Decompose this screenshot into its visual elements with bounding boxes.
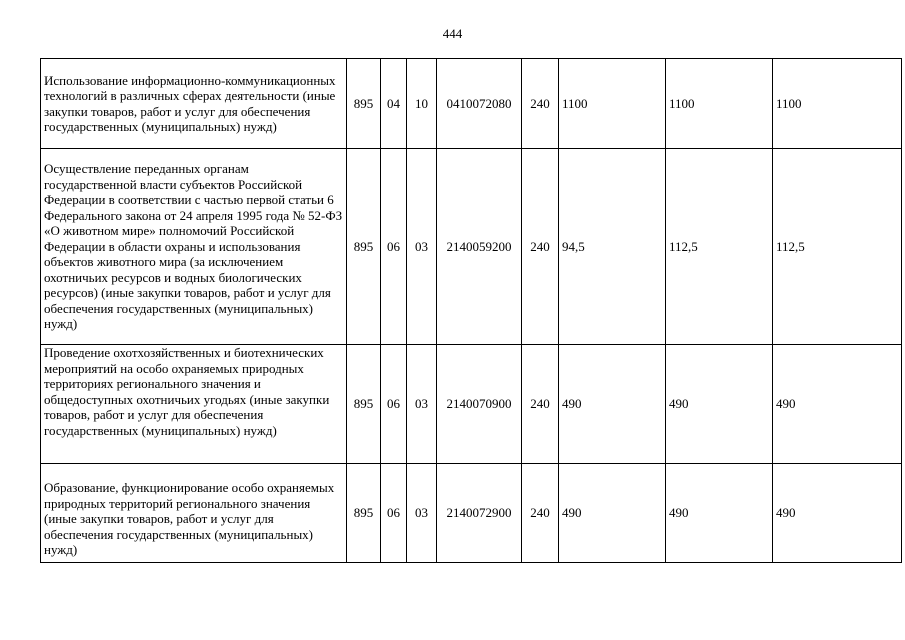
amount-year-3: 490 <box>773 464 902 563</box>
row-description: Использование информационно-коммуникационных технологий в различных сферах деятельности (иные закупки товаров, работ и услуг для обеспечения государственных (муниципальных) нужд) <box>41 59 347 149</box>
amount-year-3: 112,5 <box>773 149 902 345</box>
section-code: 04 <box>381 59 407 149</box>
amount-year-1: 94,5 <box>559 149 666 345</box>
amount-year-2: 112,5 <box>666 149 773 345</box>
target-article-code: 2140072900 <box>437 464 522 563</box>
section-code: 06 <box>381 149 407 345</box>
expense-type-code: 240 <box>522 149 559 345</box>
amount-year-3: 490 <box>773 345 902 464</box>
subsection-code: 03 <box>407 149 437 345</box>
subsection-code: 03 <box>407 345 437 464</box>
table-row <box>41 59 902 149</box>
amount-year-1: 490 <box>559 464 666 563</box>
amount-year-2: 490 <box>666 464 773 563</box>
subsection-code: 03 <box>407 464 437 563</box>
expense-type-code: 240 <box>522 345 559 464</box>
expense-type-code: 240 <box>522 464 559 563</box>
table-row <box>41 149 902 345</box>
section-code: 06 <box>381 345 407 464</box>
ministry-code: 895 <box>347 345 381 464</box>
amount-year-1: 490 <box>559 345 666 464</box>
expense-type-code: 240 <box>522 59 559 149</box>
budget-table <box>40 58 902 563</box>
target-article-code: 2140070900 <box>437 345 522 464</box>
amount-year-3: 1100 <box>773 59 902 149</box>
amount-year-2: 490 <box>666 345 773 464</box>
target-article-code: 2140059200 <box>437 149 522 345</box>
amount-year-2: 1100 <box>666 59 773 149</box>
row-description: Образование, функционирование особо охраняемых природных территорий регионального значения (иные закупки товаров, работ и услуг для обеспечения государственных (муниципальных) нужд) <box>41 464 347 563</box>
row-description: Проведение охотхозяйственных и биотехнических мероприятий на особо охраняемых природных территориях регионального значения и общедоступных охотничьих угодьях (иные закупки товаров, работ и услуг для обеспечения государственных (муниципальных) нужд) <box>41 345 347 464</box>
ministry-code: 895 <box>347 149 381 345</box>
ministry-code: 895 <box>347 464 381 563</box>
ministry-code: 895 <box>347 59 381 149</box>
section-code: 06 <box>381 464 407 563</box>
target-article-code: 0410072080 <box>437 59 522 149</box>
row-description: Осуществление переданных органам государственной власти субъектов Российской Федерации в соответствии с частью первой статьи 6 Федерального закона от 24 апреля 1995 года № 52-ФЗ «О животном мире» полномочий Российской Федерации в области охраны и использования объектов животного мира (за исключением охотничьих ресурсов и водных биологических ресурсов) (иные закупки товаров, работ и услуг для обеспечения государственных (муниципальных) нужд) <box>41 149 347 345</box>
table-row <box>41 345 902 464</box>
table-row <box>41 464 902 563</box>
page-number: 444 <box>442 26 463 41</box>
subsection-code: 10 <box>407 59 437 149</box>
amount-year-1: 1100 <box>559 59 666 149</box>
